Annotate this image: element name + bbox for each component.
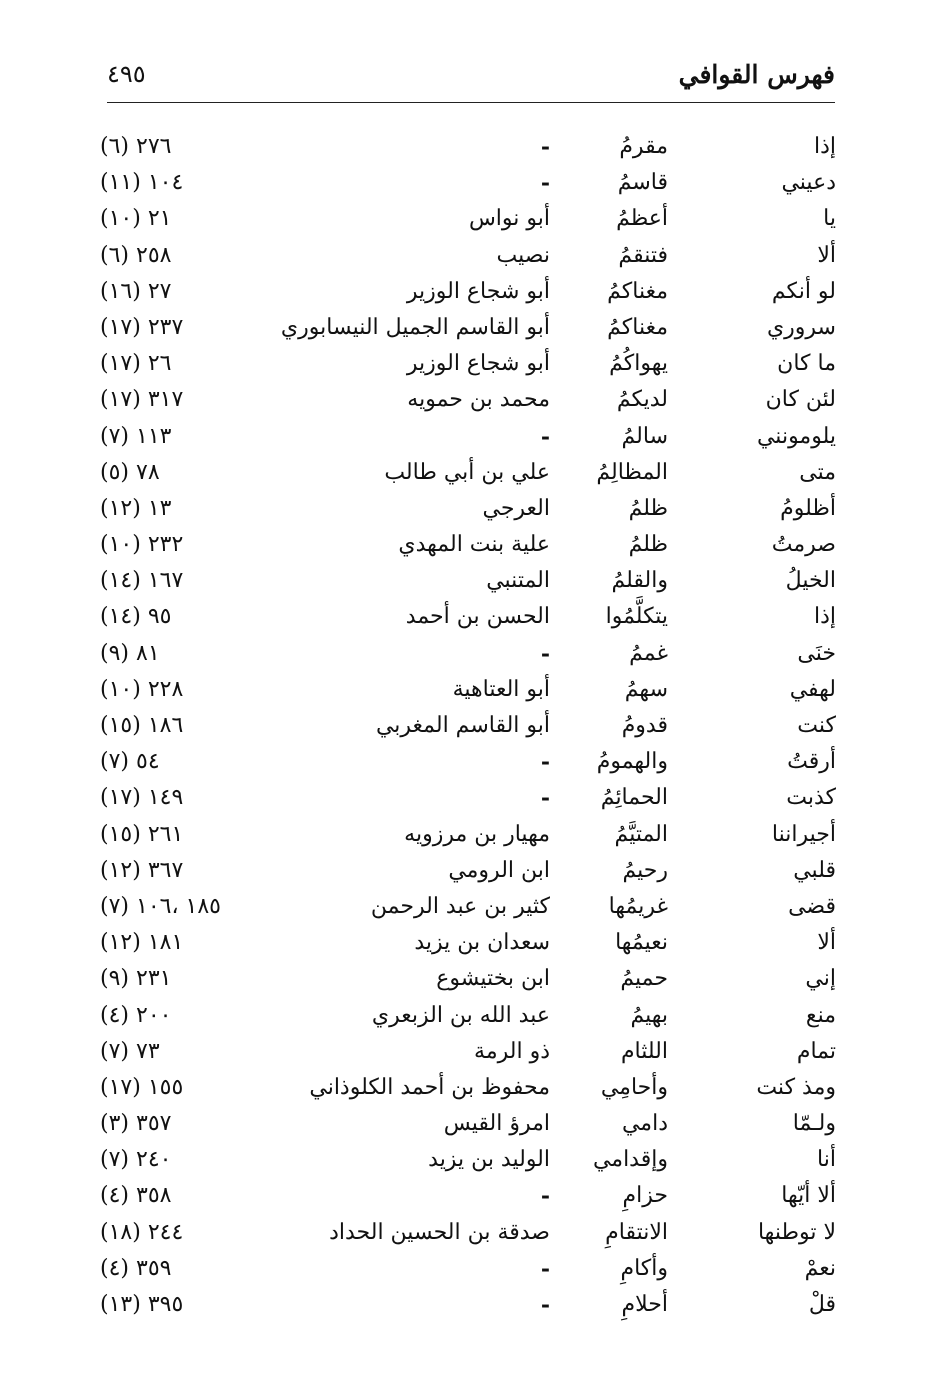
- poet-name: صدقة بن الحسين الحداد: [329, 1219, 550, 1245]
- index-row: [100, 527, 840, 563]
- index-row: [100, 419, 840, 455]
- index-row: [100, 708, 840, 744]
- reference: ٣٦٧ (١٢): [100, 857, 184, 883]
- rhyme-word: حزامِ: [622, 1183, 668, 1209]
- rhyme-word: يتكلَّمُوا: [605, 604, 668, 630]
- index-row: [100, 491, 840, 527]
- opening-word: منع: [805, 1002, 836, 1028]
- poet-name: -: [540, 423, 550, 450]
- reference: ٢٦١ (١٥): [100, 821, 184, 847]
- reference: ١٨١ (١٢): [100, 930, 184, 956]
- poet-name: الحسن بن أحمد: [405, 604, 550, 630]
- rhyme-word: المظالِمُ: [596, 459, 668, 485]
- reference: ٢٣٢ (١٠): [100, 532, 184, 558]
- index-row: [100, 1142, 840, 1178]
- poet-name: أبو شجاع الوزير: [406, 278, 550, 304]
- opening-word: لئن كان: [765, 387, 836, 413]
- index-row: [100, 817, 840, 853]
- index-row: [100, 599, 840, 635]
- reference: ٥٤ (٧): [100, 749, 160, 775]
- reference: ٣١٧ (١٧): [100, 387, 184, 413]
- rhyme-word: المتيَّمُ: [614, 821, 668, 847]
- index-row: [100, 889, 840, 925]
- rhyme-word: وإقدامي: [592, 1147, 668, 1173]
- rhyme-word: مقرمُ: [619, 134, 668, 159]
- reference: ١١٣ (٧): [100, 423, 172, 449]
- poet-name: الوليد بن يزيد: [428, 1147, 550, 1173]
- opening-word: كذبت: [786, 785, 836, 811]
- poet-name: ذو الرمة: [474, 1038, 550, 1064]
- poet-name: أبو القاسم الجميل النيسابوري: [280, 314, 550, 340]
- reference: ١٣ (١٢): [100, 495, 172, 521]
- rhyme-word: قدومُ: [621, 713, 668, 738]
- poet-name: محفوظ بن أحمد الكلوذاني: [309, 1074, 550, 1100]
- poet-name: -: [540, 1255, 550, 1282]
- poet-name: -: [540, 1292, 550, 1318]
- index-row: [100, 346, 840, 382]
- index-row: [100, 238, 840, 274]
- rhyme-word: غممُ: [629, 640, 668, 666]
- opening-word: أنا: [817, 1147, 836, 1173]
- rhyme-word: نعيمُها: [615, 930, 668, 956]
- poet-name: -: [540, 640, 550, 667]
- reference: ٧٣ (٧): [100, 1038, 160, 1064]
- poet-name: أبو شجاع الوزير: [406, 351, 550, 377]
- reference: ٢٢٨ (١٠): [100, 676, 184, 702]
- rhyme-word: دامي: [621, 1111, 668, 1137]
- poet-name: ابن بختيشوع: [436, 966, 550, 992]
- poet-name: أبو نواس: [468, 206, 550, 232]
- rhyme-word: سالمُ: [621, 423, 668, 449]
- reference: ١٠٤ (١١): [100, 170, 184, 196]
- opening-word: تمام: [796, 1038, 836, 1064]
- poet-name: كثير بن عبد الرحمن: [370, 893, 550, 919]
- index-row: [100, 925, 840, 961]
- reference: ٢٠٠ (٤): [100, 1002, 172, 1028]
- opening-word: يا: [823, 206, 836, 232]
- poet-name: امرؤ القيس: [443, 1111, 550, 1137]
- opening-word: لهفي: [789, 676, 836, 702]
- index-row: [100, 636, 840, 672]
- opening-word: إذا: [813, 134, 836, 159]
- rhyme-word: الانتقامِ: [605, 1219, 668, 1245]
- index-row: [100, 310, 840, 346]
- poet-name: المتنبي: [486, 568, 550, 594]
- opening-word: قلْ: [808, 1292, 836, 1317]
- opening-word: كنت: [797, 713, 836, 738]
- reference: ٢١ (١٠): [100, 206, 172, 232]
- rhyme-word: غريمُها: [608, 893, 668, 919]
- opening-word: ألا: [817, 930, 836, 956]
- index-row: [100, 563, 840, 599]
- index-row: [100, 1034, 840, 1070]
- reference: ١٦٧ (١٤): [100, 568, 184, 594]
- poet-name: نصيب: [496, 242, 550, 268]
- poet-name: علي بن أبي طالب: [384, 459, 550, 485]
- poet-name: أبو العتاهية: [452, 676, 550, 702]
- opening-word: إني: [805, 966, 836, 992]
- index-row: [100, 744, 840, 780]
- poet-name: عبد الله بن الزبعري: [371, 1002, 550, 1028]
- index-row: [100, 201, 840, 237]
- rhyme-word: مغناكمُ: [607, 314, 668, 340]
- index-row: [100, 129, 840, 165]
- rhyme-word: ظلمُ: [628, 532, 668, 558]
- opening-word: لا توطنها: [757, 1219, 836, 1245]
- index-row: [100, 998, 840, 1034]
- rhyme-word: ظلمُ: [628, 495, 668, 521]
- opening-word: ألا أيّها: [781, 1183, 836, 1209]
- rhyme-word: الحمائِمُ: [600, 785, 668, 811]
- index-row: [100, 780, 840, 816]
- reference: ٩٥ (١٤): [100, 604, 172, 630]
- opening-word: لو أنكم: [771, 278, 836, 304]
- rhyme-word: يهواكُمُ: [609, 351, 668, 377]
- rhyme-word: أعظمُ: [616, 206, 668, 232]
- opening-word: سروري: [766, 314, 836, 340]
- opening-word: قلبي: [793, 857, 836, 883]
- opening-word: يلومونني: [756, 423, 836, 449]
- opening-word: أظلومُ: [780, 495, 836, 521]
- index-row: [100, 455, 840, 491]
- reference: ٣٥٧ (٣): [100, 1111, 172, 1137]
- reference: ٢٣٧ (١٧): [100, 314, 184, 340]
- opening-word: متى: [799, 459, 836, 485]
- opening-word: دعيني: [781, 170, 836, 196]
- reference: ١٨٥ ،١٠٦ (٧): [100, 893, 221, 919]
- index-row: [100, 165, 840, 201]
- index-row: [100, 1251, 840, 1287]
- reference: ١٥٥ (١٧): [100, 1074, 184, 1100]
- index-row: [100, 853, 840, 889]
- reference: ٢٧ (١٦): [100, 278, 172, 304]
- rhyme-index-table: [100, 129, 840, 1323]
- page-number: ٤٩٥: [107, 60, 146, 88]
- rhyme-word: مغناكمُ: [607, 278, 668, 304]
- poet-name: محمد بن حمويه: [407, 387, 550, 413]
- poet-name: -: [540, 170, 550, 197]
- rhyme-word: سهمُ: [624, 676, 668, 702]
- poet-name: -: [540, 134, 550, 160]
- opening-word: أرقتُ: [787, 749, 836, 775]
- rhyme-word: قاسمُ: [617, 170, 668, 196]
- poet-name: مهيار بن مرزويه: [404, 821, 550, 847]
- reference: ٢٧٦ (٦): [100, 134, 172, 159]
- reference: ٢٣١ (٩): [100, 966, 172, 992]
- index-row: [100, 1215, 840, 1251]
- index-row: [100, 1070, 840, 1106]
- index-row: [100, 672, 840, 708]
- reference: ٢٤٠ (٧): [100, 1147, 172, 1173]
- rhyme-word: لديكمُ: [616, 387, 668, 413]
- reference: ٢٤٤ (١٨): [100, 1219, 184, 1245]
- index-row: [100, 961, 840, 997]
- poet-name: -: [540, 785, 550, 812]
- opening-word: ومذ كنت: [756, 1074, 836, 1100]
- reference: ٣٥٨ (٤): [100, 1183, 172, 1209]
- index-row: [100, 1178, 840, 1214]
- opening-word: الخيلُ: [785, 568, 836, 594]
- opening-word: صرمتُ: [771, 532, 836, 558]
- poet-name: العرجي: [482, 495, 550, 521]
- page-header: [107, 54, 835, 103]
- index-row: [100, 1106, 840, 1142]
- index-row: [100, 274, 840, 310]
- rhyme-word: بهيمُ: [630, 1002, 668, 1028]
- reference: ٨١ (٩): [100, 640, 160, 666]
- opening-word: خنَى: [797, 640, 836, 666]
- rhyme-word: رحيمُ: [622, 857, 668, 883]
- rhyme-word: فتنقمُ: [618, 242, 668, 268]
- index-row: [100, 1287, 840, 1323]
- reference: ٢٦ (١٧): [100, 351, 172, 377]
- reference: ١٤٩ (١٧): [100, 785, 184, 811]
- reference: ٣٩٥ (١٣): [100, 1292, 184, 1317]
- rhyme-word: حميمُ: [620, 966, 668, 992]
- opening-word: نعمْ: [804, 1255, 836, 1281]
- poet-name: أبو القاسم المغربي: [375, 713, 550, 738]
- rhyme-word: والهمومُ: [596, 749, 668, 775]
- rhyme-word: وأكامِ: [620, 1255, 668, 1281]
- poet-name: علية بنت المهدي: [398, 532, 550, 558]
- reference: ٧٨ (٥): [100, 459, 160, 485]
- opening-word: ولـمّا: [792, 1111, 836, 1137]
- poet-name: -: [540, 1183, 550, 1210]
- opening-word: ألا: [817, 242, 836, 268]
- rhyme-word: والقلمُ: [611, 568, 668, 594]
- opening-word: قضى: [788, 893, 836, 919]
- rhyme-word: وأحامِي: [600, 1074, 668, 1100]
- poet-name: سعدان بن يزيد: [414, 930, 550, 956]
- rhyme-word: اللثام: [620, 1038, 668, 1064]
- opening-word: إذا: [813, 604, 836, 630]
- opening-word: ما كان: [777, 351, 836, 377]
- poet-name: ابن الرومي: [448, 857, 550, 883]
- rhyme-word: أحلامِ: [621, 1292, 668, 1317]
- opening-word: أجيراننا: [771, 821, 836, 847]
- reference: ٢٥٨ (٦): [100, 242, 172, 268]
- page-title: فهرس القوافي: [678, 60, 835, 89]
- index-row: [100, 382, 840, 418]
- reference: ٣٥٩ (٤): [100, 1255, 172, 1281]
- poet-name: -: [540, 749, 550, 776]
- reference: ١٨٦ (١٥): [100, 713, 184, 738]
